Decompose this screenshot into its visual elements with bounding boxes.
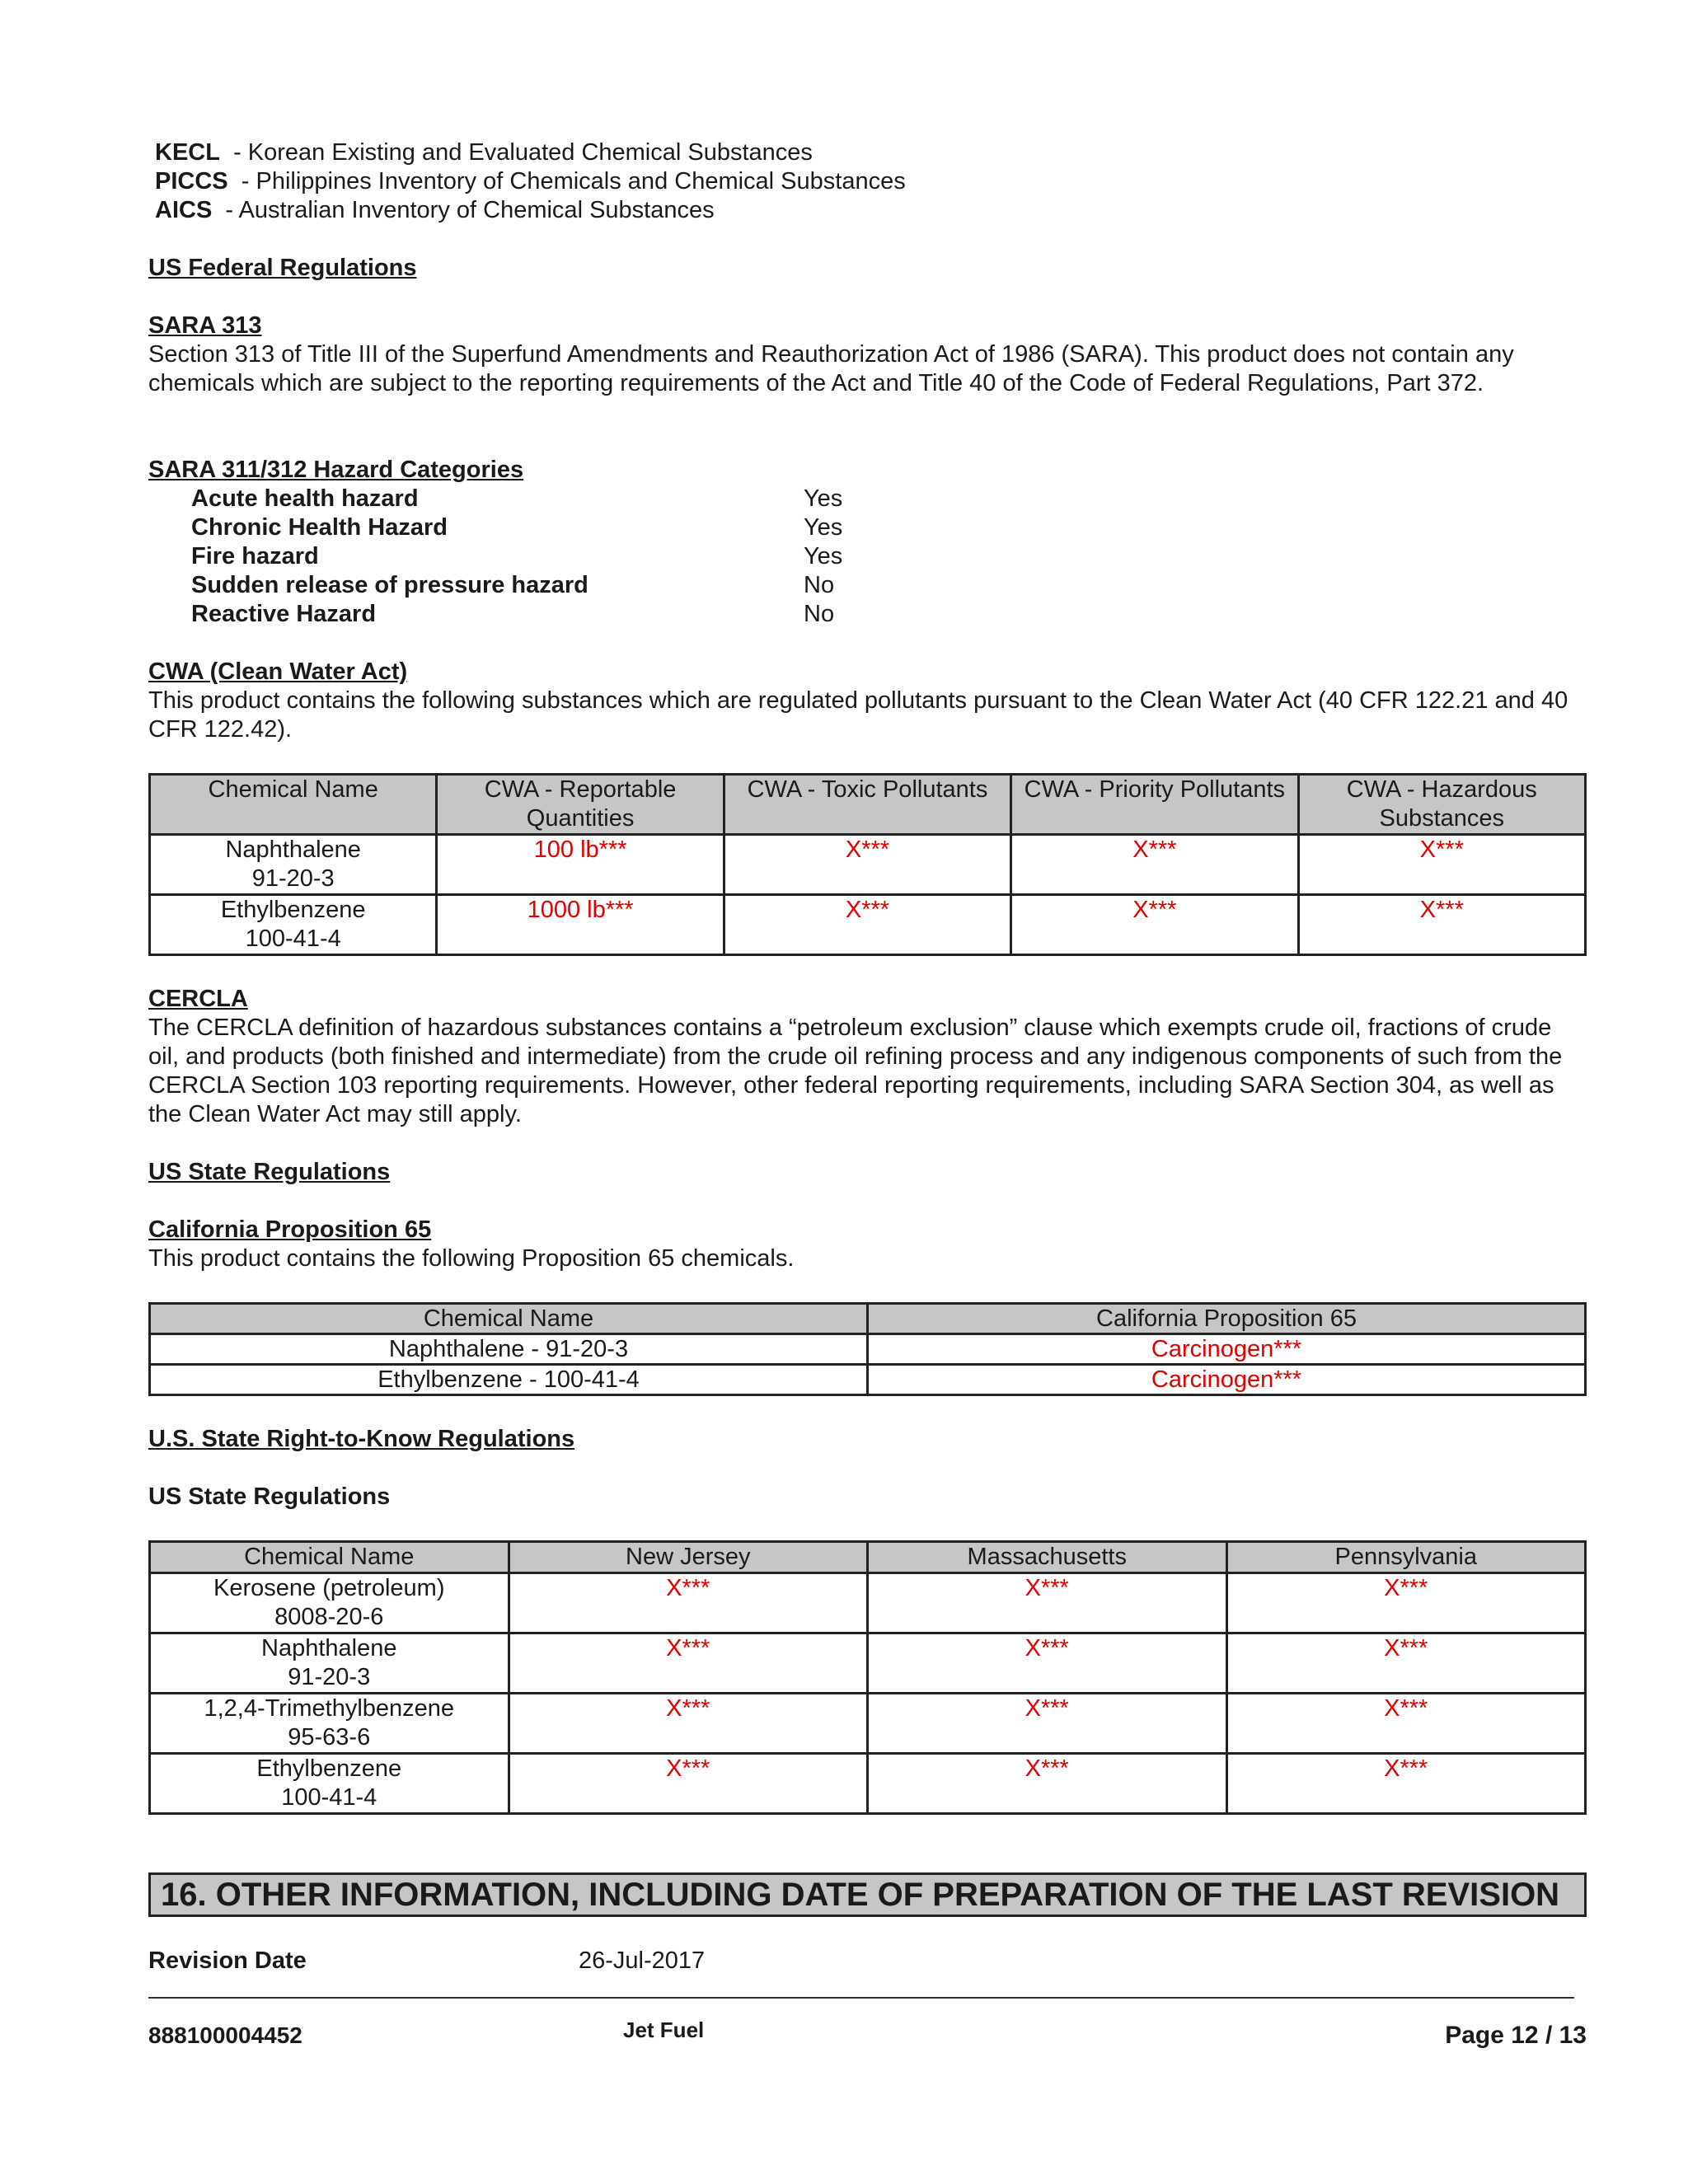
chemical-cell: Ethylbenzene - 100-41-4 — [150, 1365, 868, 1395]
hazard-categories — [148, 485, 1587, 629]
hazardous-cell: X*** — [1298, 895, 1585, 955]
col-header: New Jersey — [509, 1542, 868, 1573]
col-header: CWA - Reportable Quantities — [437, 775, 724, 835]
priority-cell: X*** — [1011, 835, 1298, 895]
chemical-cell: Naphthalene 91-20-3 — [150, 1633, 509, 1694]
pa-cell: X*** — [1226, 1573, 1586, 1633]
cwa-table — [148, 773, 1587, 956]
col-header: Chemical Name — [150, 1542, 509, 1573]
acronym-kecl: KECL - Korean Existing and Evaluated Chemical Substances — [155, 139, 813, 166]
table-row — [150, 1633, 1586, 1694]
document-page — [148, 138, 1587, 1975]
sara311-heading: SARA 311/312 Hazard Categories — [148, 457, 524, 483]
pa-cell: X*** — [1226, 1694, 1586, 1754]
col-header: Pennsylvania — [1226, 1542, 1586, 1573]
col-header: CWA - Priority Pollutants — [1011, 775, 1298, 835]
table-row — [150, 895, 1586, 955]
revision-label: Revision Date — [148, 1947, 307, 1974]
revision-row — [148, 1947, 1587, 1975]
page-footer — [148, 2018, 1587, 2054]
rtk-heading: U.S. State Right-to-Know Regulations — [148, 1426, 575, 1452]
table-row — [150, 835, 1586, 895]
sara313-heading: SARA 313 — [148, 312, 262, 339]
footer-divider — [148, 1997, 1574, 1999]
table-row — [150, 1694, 1586, 1754]
col-header: California Proposition 65 — [868, 1304, 1586, 1334]
table-row — [150, 1334, 1586, 1365]
hazard-row: Chronic Health Hazard Yes — [191, 514, 843, 541]
prop65-cell: Carcinogen*** — [868, 1334, 1586, 1365]
pa-cell: X*** — [1226, 1754, 1586, 1814]
table-row — [150, 1573, 1586, 1633]
chemical-cell: Ethylbenzene 100-41-4 — [150, 895, 437, 955]
pa-cell: X*** — [1226, 1633, 1586, 1694]
section16-header: 16. OTHER INFORMATION, INCLUDING DATE OF PREPARATION OF THE LAST REVISION — [148, 1872, 1587, 1917]
prop65-heading: California Proposition 65 — [148, 1216, 432, 1243]
hazard-row: Sudden release of pressure hazard No — [191, 572, 835, 598]
hazard-row: Acute health hazard Yes — [191, 485, 843, 512]
ma-cell: X*** — [868, 1573, 1227, 1633]
page-number: Page 12 / 13 — [1445, 2022, 1587, 2049]
revision-date: 26-Jul-2017 — [579, 1947, 706, 1974]
cwa-text: This product contains the following substances which are regulated pollutants pursuant to the Clean Water Act (40 CFR 122.21 and 40 CFR 122.42). — [148, 687, 1568, 743]
ma-cell: X*** — [868, 1694, 1227, 1754]
table-header-row — [150, 775, 1586, 835]
chemical-cell: Naphthalene - 91-20-3 — [150, 1334, 868, 1365]
acronym-list — [148, 138, 1587, 225]
col-header: CWA - Hazardous Substances — [1298, 775, 1585, 835]
us-state-heading: US State Regulations — [148, 1159, 391, 1185]
acronym-piccs: PICCS - Philippines Inventory of Chemicals and Chemical Substances — [155, 168, 906, 194]
hazard-row: Reactive Hazard No — [191, 601, 835, 627]
chemical-cell: Kerosene (petroleum) 8008-20-6 — [150, 1573, 509, 1633]
rq-cell: 1000 lb*** — [437, 895, 724, 955]
nj-cell: X*** — [509, 1754, 868, 1814]
chemical-cell: 1,2,4-Trimethylbenzene 95-63-6 — [150, 1694, 509, 1754]
table-header-row — [150, 1304, 1586, 1334]
table-row — [150, 1365, 1586, 1395]
prop65-text: This product contains the following Proposition 65 chemicals. — [148, 1245, 795, 1272]
product-name: Jet Fuel — [623, 2018, 705, 2042]
rtk-subheading: US State Regulations — [148, 1483, 391, 1510]
rtk-table — [148, 1540, 1587, 1815]
sara313-text: Section 313 of Title III of the Superfund Amendments and Reauthorization Act of 1986 (SARA). This product does not contain any chemicals which are subject to the reporting requirements of the Act and Title 40 of the Code of Federal Regulations, Part 372. — [148, 341, 1514, 396]
hazardous-cell: X*** — [1298, 835, 1585, 895]
chemical-cell: Ethylbenzene 100-41-4 — [150, 1754, 509, 1814]
ma-cell: X*** — [868, 1754, 1227, 1814]
nj-cell: X*** — [509, 1633, 868, 1694]
acronym-aics: AICS - Australian Inventory of Chemical Substances — [155, 197, 715, 223]
document-id: 888100004452 — [148, 2022, 302, 2048]
priority-cell: X*** — [1011, 895, 1298, 955]
prop65-cell: Carcinogen*** — [868, 1365, 1586, 1395]
nj-cell: X*** — [509, 1694, 868, 1754]
toxic-cell: X*** — [724, 835, 1010, 895]
table-row — [150, 1754, 1586, 1814]
hazard-row: Fire hazard Yes — [191, 543, 843, 569]
rq-cell: 100 lb*** — [437, 835, 724, 895]
nj-cell: X*** — [509, 1573, 868, 1633]
cwa-heading: CWA (Clean Water Act) — [148, 658, 408, 685]
col-header: Massachusetts — [868, 1542, 1227, 1573]
cercla-heading: CERCLA — [148, 986, 248, 1012]
prop65-table — [148, 1302, 1587, 1396]
col-header: CWA - Toxic Pollutants — [724, 775, 1010, 835]
ma-cell: X*** — [868, 1633, 1227, 1694]
cercla-text: The CERCLA definition of hazardous substances contains a “petroleum exclusion” clause which exempts crude oil, fractions of crude oil, and products (both finished and intermediate) from the crude oil refining process and any indigenous components of such from the CERCLA Section 103 reporting requirements. However, other federal reporting requirements, including SARA Section 304, as well as the Clean Water Act may still apply. — [148, 1015, 1563, 1127]
table-header-row — [150, 1542, 1586, 1573]
chemical-cell: Naphthalene 91-20-3 — [150, 835, 437, 895]
col-header: Chemical Name — [150, 1304, 868, 1334]
col-header: Chemical Name — [150, 775, 437, 835]
toxic-cell: X*** — [724, 895, 1010, 955]
us-federal-heading: US Federal Regulations — [148, 255, 417, 281]
